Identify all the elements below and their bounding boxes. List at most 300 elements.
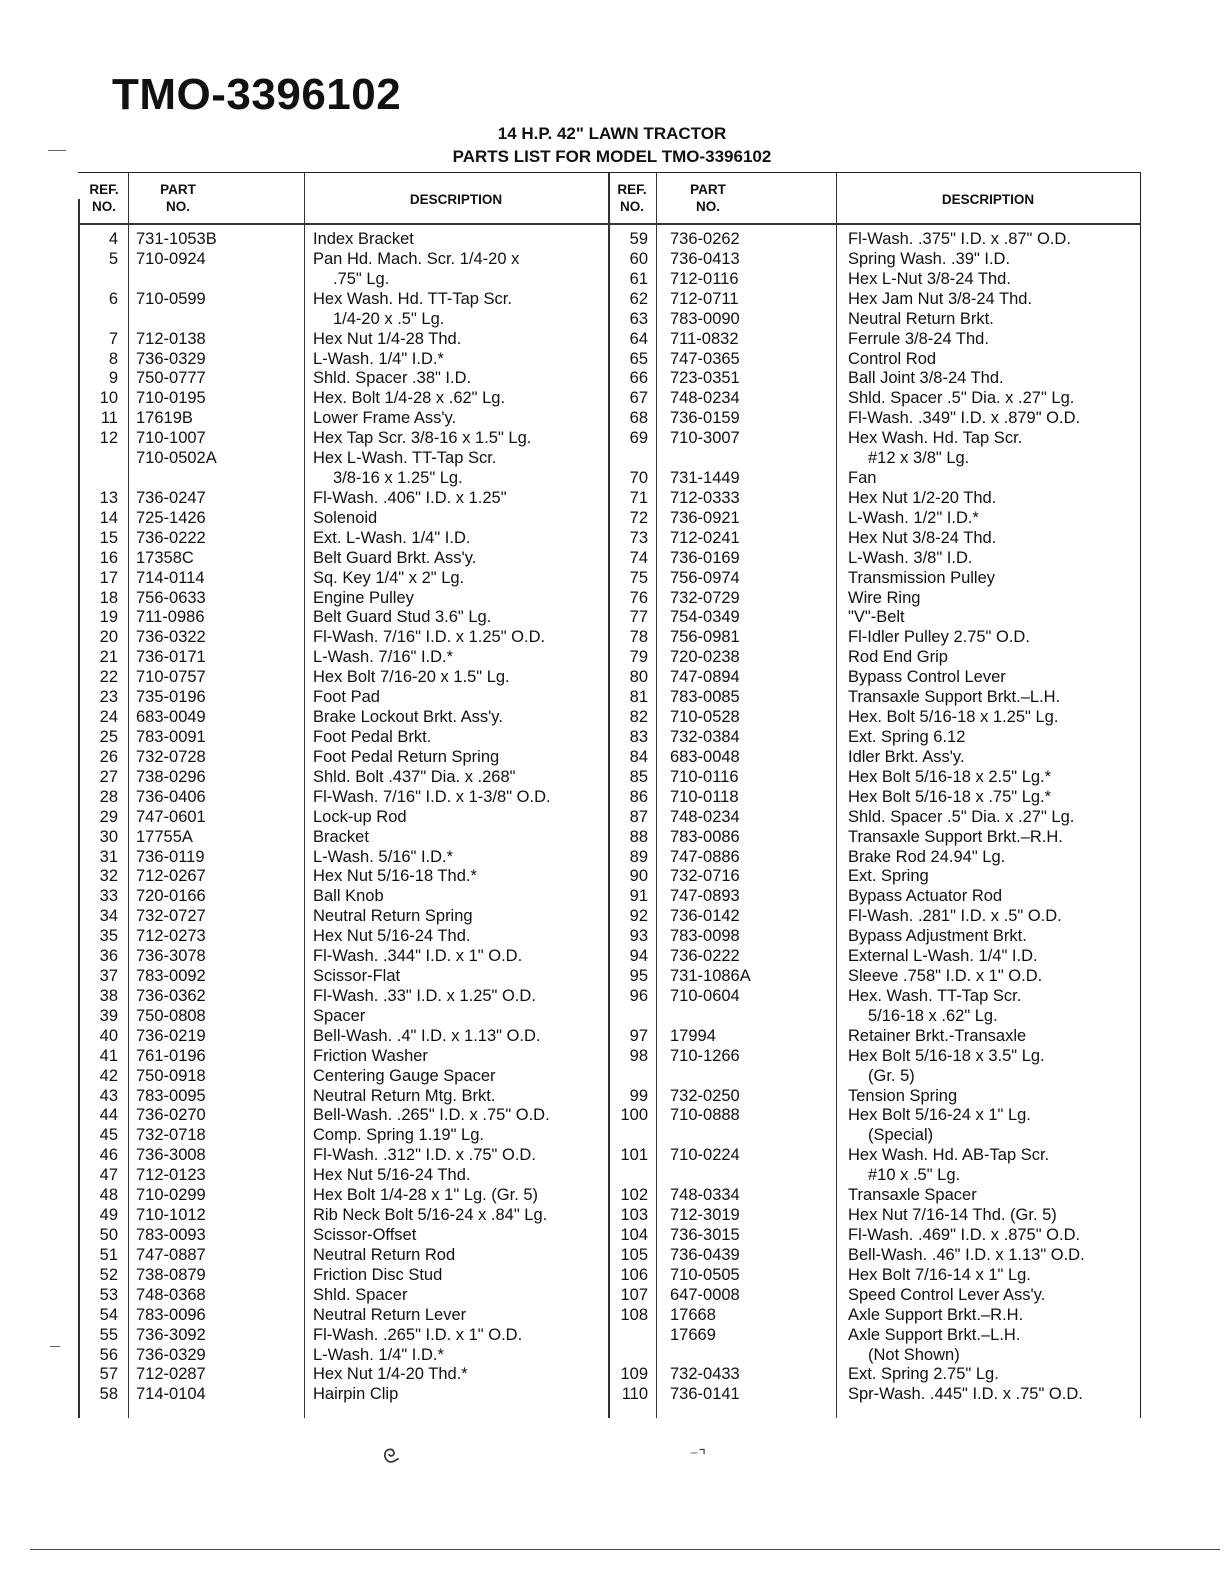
part-number: 738-0879 <box>136 1265 206 1284</box>
table-row <box>78 428 1140 448</box>
header-description-left: DESCRIPTION <box>409 192 503 207</box>
handwritten-mark: ᘓ <box>379 1444 403 1471</box>
part-description: Transaxle Spacer <box>848 1186 977 1205</box>
table-row <box>78 1046 1140 1066</box>
part-number: 17668 <box>670 1305 716 1324</box>
ref-number: 50 <box>99 1226 118 1244</box>
table-row <box>78 906 1140 926</box>
part-description: Hex Bolt 5/16-24 x 1" Lg. <box>848 1106 1031 1125</box>
ref-number: 80 <box>629 668 648 687</box>
part-description: L-Wash. 5/16" I.D.* <box>313 847 454 866</box>
ref-number: 23 <box>99 688 118 707</box>
part-description: Transmission Pulley <box>848 568 996 587</box>
margin-mark <box>48 150 66 151</box>
part-number: 747-0887 <box>136 1245 206 1264</box>
ref-number: 21 <box>99 648 118 667</box>
ref-number: 95 <box>629 967 648 986</box>
part-description: Hex Bolt 5/16-18 x 3.5" Lg. <box>848 1046 1045 1065</box>
table-row <box>78 1026 1140 1046</box>
part-number: 748-0368 <box>136 1285 206 1304</box>
part-number: 736-3078 <box>136 947 206 966</box>
ref-number: 56 <box>99 1345 118 1364</box>
part-description: Wire Ring <box>848 588 921 607</box>
part-description: Foot Pedal Brkt. <box>313 728 432 746</box>
part-number: 17358C <box>136 548 194 567</box>
part-description: Hex Nut 1/4-20 Thd.* <box>313 1365 468 1384</box>
ref-number: 33 <box>99 887 118 906</box>
part-number: 736-0262 <box>670 230 740 248</box>
part-number: 710-0195 <box>136 389 206 408</box>
part-description: Axle Support Brkt.–R.H. <box>848 1305 1024 1324</box>
ref-number: 24 <box>99 708 118 727</box>
ref-number: 108 <box>620 1305 648 1324</box>
header-part-line1: PART <box>690 182 726 197</box>
part-description: Rod End Grip <box>848 648 948 667</box>
part-description: Fl-Wash. .265" I.D. x 1" O.D. <box>313 1325 523 1344</box>
part-description: Ball Knob <box>313 887 384 906</box>
part-description: Hex Nut 5/16-24 Thd. <box>313 1166 471 1185</box>
part-description: Sleeve .758" I.D. x 1" O.D. <box>848 967 1043 986</box>
part-description: Belt Guard Brkt. Ass'y. <box>313 548 477 567</box>
ref-number: 86 <box>629 787 648 806</box>
part-description: Hex Bolt 5/16-18 x 2.5" Lg.* <box>848 767 1052 786</box>
ref-number: 41 <box>99 1046 118 1065</box>
part-number: 683-0048 <box>670 747 740 766</box>
header-description-right: DESCRIPTION <box>941 192 1035 207</box>
ref-number: 69 <box>629 429 648 448</box>
part-number: 783-0090 <box>670 309 740 328</box>
part-number: 748-0234 <box>670 807 740 826</box>
table-row <box>78 548 1140 568</box>
part-number: 736-0169 <box>670 548 740 567</box>
part-description: Lock-up Rod <box>313 807 407 826</box>
part-description: Spring Wash. .39" I.D. <box>848 249 1011 268</box>
table-row <box>78 488 1140 508</box>
ref-number: 5 <box>108 249 118 268</box>
table-row <box>78 787 1140 807</box>
table-row <box>78 747 1140 767</box>
part-number: 710-1007 <box>136 429 206 448</box>
ref-number: 45 <box>99 1126 118 1145</box>
part-number: 732-0433 <box>670 1365 740 1384</box>
ref-number: 15 <box>99 528 118 547</box>
ref-number: 6 <box>108 289 118 308</box>
part-number: 710-0924 <box>136 249 206 268</box>
part-number: 736-0222 <box>670 947 740 966</box>
ref-number: 42 <box>99 1066 118 1085</box>
part-description: Sq. Key 1/4" x 2" Lg. <box>313 568 465 587</box>
table-row <box>78 588 1140 608</box>
part-description: Bypass Actuator Rod <box>848 887 1003 906</box>
table-row <box>78 886 1140 906</box>
header-part-line2: NO. <box>695 199 720 214</box>
part-description: (Gr. 5) <box>868 1066 915 1085</box>
header-divider <box>78 223 1140 225</box>
part-number: 712-0287 <box>136 1365 206 1384</box>
part-description: Ext. L-Wash. 1/4" I.D. <box>313 528 471 547</box>
part-description: Fl-Wash. .312" I.D. x .75" O.D. <box>313 1146 536 1165</box>
part-description: Transaxle Support Brkt.–L.H. <box>848 688 1061 707</box>
part-description: #10 x .5" Lg. <box>868 1166 961 1185</box>
part-number: 783-0096 <box>136 1305 206 1324</box>
part-description: Bell-Wash. .4" I.D. x 1.13" O.D. <box>313 1026 541 1045</box>
table-row <box>78 807 1140 827</box>
part-description: #12 x 3/8" Lg. <box>868 449 970 468</box>
ref-number: 40 <box>99 1026 118 1045</box>
part-description: Ext. Spring 2.75" Lg. <box>848 1365 999 1384</box>
part-description: Fl-Idler Pulley 2.75" O.D. <box>848 628 1030 647</box>
table-row <box>78 448 1140 468</box>
part-description: External L-Wash. 1/4" I.D. <box>848 947 1038 966</box>
part-number: 712-3019 <box>670 1206 740 1225</box>
part-number: 736-0362 <box>136 986 206 1005</box>
ref-number: 48 <box>99 1186 118 1205</box>
part-number: 736-0141 <box>670 1385 740 1404</box>
ref-number: 103 <box>620 1206 648 1225</box>
ref-number: 25 <box>99 728 118 746</box>
part-description: Neutral Return Brkt. <box>848 309 994 328</box>
header-part-line1: PART <box>160 182 196 197</box>
part-description: Hex Nut 7/16-14 Thd. (Gr. 5) <box>848 1206 1057 1225</box>
part-description: Ext. Spring <box>848 867 929 886</box>
part-number: 736-0406 <box>136 787 206 806</box>
part-number: 732-0729 <box>670 588 740 607</box>
table-row <box>78 1285 1140 1305</box>
ref-number: 31 <box>99 847 118 866</box>
part-description: Hex Bolt 1/4-28 x 1" Lg. (Gr. 5) <box>313 1186 539 1205</box>
part-description: Scissor-Offset <box>313 1226 417 1244</box>
part-description: Hex Wash. Hd. Tap Scr. <box>848 429 1023 448</box>
part-number: 17755A <box>136 827 193 846</box>
part-description: Hex Bolt 5/16-18 x .75" Lg.* <box>848 787 1052 806</box>
ref-number: 18 <box>99 588 118 607</box>
part-number: 711-0986 <box>136 608 205 627</box>
part-description: Engine Pulley <box>313 588 414 607</box>
part-description: Hex Bolt 7/16-20 x 1.5" Lg. <box>313 668 510 687</box>
table-row <box>78 946 1140 966</box>
ref-number: 98 <box>629 1046 648 1065</box>
part-number: 710-3007 <box>670 429 740 448</box>
header-ref-right <box>608 181 656 215</box>
table-row <box>78 1245 1140 1265</box>
ref-number: 90 <box>629 867 648 886</box>
part-number: 736-0247 <box>136 488 206 507</box>
header-part-line2: NO. <box>165 199 190 214</box>
ref-number: 30 <box>99 827 118 846</box>
header-ref-left <box>78 181 130 215</box>
ref-number: 81 <box>629 688 648 707</box>
table-row <box>78 1165 1140 1185</box>
part-number: 712-0333 <box>670 488 740 507</box>
table-row <box>78 508 1140 528</box>
ref-number: 32 <box>99 867 118 886</box>
part-number: 783-0098 <box>670 927 740 946</box>
part-description: Bell-Wash. .265" I.D. x .75" O.D. <box>313 1106 550 1125</box>
part-description: 5/16-18 x .62" Lg. <box>868 1006 998 1025</box>
ref-number: 16 <box>99 548 118 567</box>
ref-number: 52 <box>99 1265 118 1284</box>
ref-number: 100 <box>620 1106 648 1125</box>
table-row <box>78 727 1140 747</box>
part-description: Neutral Return Mtg. Brkt. <box>313 1086 496 1105</box>
part-description: Bypass Control Lever <box>848 668 1006 687</box>
ref-number: 60 <box>629 249 648 268</box>
part-description: Hex L-Wash. TT-Tap Scr. <box>313 449 497 468</box>
part-number: 17994 <box>670 1026 716 1045</box>
ref-number: 101 <box>620 1146 648 1165</box>
table-row <box>78 309 1140 329</box>
ref-number: 28 <box>99 787 118 806</box>
ref-number: 7 <box>108 329 118 348</box>
part-number: 748-0234 <box>670 389 740 408</box>
ref-number: 49 <box>99 1206 118 1225</box>
table-row <box>78 847 1140 867</box>
table-row <box>78 388 1140 408</box>
table-row <box>78 1384 1140 1404</box>
part-number: 736-3008 <box>136 1146 206 1165</box>
part-number: 736-0329 <box>136 1345 206 1364</box>
ref-number: 67 <box>629 389 648 408</box>
part-description: Brake Rod 24.94" Lg. <box>848 847 1006 866</box>
ref-number: 74 <box>629 548 648 567</box>
margin-mark <box>50 1346 60 1347</box>
part-number: 732-0716 <box>670 867 740 886</box>
part-description: Fl-Wash. 7/16" I.D. x 1.25" O.D. <box>313 628 546 647</box>
part-number: 731-1449 <box>670 469 740 488</box>
handwritten-mark: ⁻⌝ <box>690 1448 706 1465</box>
part-number: 732-0250 <box>670 1086 740 1105</box>
part-description: Transaxle Support Brkt.–R.H. <box>848 827 1063 846</box>
ref-number: 9 <box>108 369 118 388</box>
ref-number: 88 <box>629 827 648 846</box>
table-row <box>78 667 1140 687</box>
ref-number: 84 <box>629 747 648 766</box>
part-description: Fl-Wash. .375" I.D. x .87" O.D. <box>848 230 1071 248</box>
table-row <box>78 647 1140 667</box>
part-description: (Special) <box>868 1126 934 1145</box>
ref-number: 27 <box>99 767 118 786</box>
table-row <box>78 1225 1140 1245</box>
part-number: 710-0888 <box>670 1106 740 1125</box>
part-number: 783-0095 <box>136 1086 206 1105</box>
part-number: 750-0918 <box>136 1066 206 1085</box>
part-description: Hex Tap Scr. 3/8-16 x 1.5" Lg. <box>313 429 532 448</box>
ref-number: 109 <box>620 1365 648 1384</box>
ref-number: 12 <box>99 429 118 448</box>
ref-number: 99 <box>629 1086 648 1105</box>
ref-number: 76 <box>629 588 648 607</box>
ref-number: 87 <box>629 807 648 826</box>
ref-number: 26 <box>99 747 118 766</box>
part-description: L-Wash. 1/4" I.D.* <box>313 349 444 368</box>
part-number: 712-0116 <box>670 269 739 288</box>
part-number: 712-0273 <box>136 927 206 946</box>
ref-number: 72 <box>629 508 648 527</box>
table-row <box>78 568 1140 588</box>
ref-number: 93 <box>629 927 648 946</box>
ref-number: 13 <box>99 488 118 507</box>
part-number: 747-0893 <box>670 887 740 906</box>
part-description: Axle Support Brkt.–L.H. <box>848 1325 1021 1344</box>
part-description: Bracket <box>313 827 369 846</box>
ref-number: 62 <box>629 289 648 308</box>
bottom-rule <box>30 1549 1220 1550</box>
part-number: 736-0119 <box>136 847 205 866</box>
table-row <box>78 528 1140 548</box>
ref-number: 92 <box>629 907 648 926</box>
ref-number: 77 <box>629 608 648 627</box>
part-description: L-Wash. 1/2" I.D.* <box>848 508 979 527</box>
document-subtitle: PARTS LIST FOR MODEL TMO-3396102 <box>452 147 772 166</box>
ref-number: 53 <box>99 1285 118 1304</box>
ref-number: 10 <box>99 389 118 408</box>
part-description: Idler Brkt. Ass'y. <box>848 747 965 766</box>
part-description: Fl-Wash. .281" I.D. x .5" O.D. <box>848 907 1062 926</box>
ref-number: 73 <box>629 528 648 547</box>
table-row <box>78 1325 1140 1345</box>
ref-number: 68 <box>629 409 648 428</box>
part-description: L-Wash. 7/16" I.D.* <box>313 648 454 667</box>
part-number: 17619B <box>136 409 193 428</box>
ref-number: 102 <box>620 1186 648 1205</box>
part-number: 783-0091 <box>136 728 206 746</box>
table-row <box>78 1105 1140 1125</box>
ref-number: 37 <box>99 967 118 986</box>
ref-number: 78 <box>629 628 648 647</box>
table-row <box>78 1006 1140 1026</box>
ref-number: 71 <box>629 488 648 507</box>
part-number: 738-0296 <box>136 767 206 786</box>
ref-number: 94 <box>629 947 648 966</box>
part-description: Hex Nut 3/8-24 Thd. <box>848 528 997 547</box>
table-row <box>78 1364 1140 1384</box>
part-number: 725-1426 <box>136 508 206 527</box>
part-number: 731-1053B <box>136 230 217 248</box>
table-row <box>78 1265 1140 1285</box>
part-number: 736-0142 <box>670 907 740 926</box>
ref-number: 61 <box>629 269 648 288</box>
table-row <box>78 1345 1140 1365</box>
part-number: 710-0224 <box>670 1146 740 1165</box>
ref-number: 47 <box>99 1166 118 1185</box>
table-row <box>78 329 1140 349</box>
ref-number: 105 <box>620 1245 648 1264</box>
ref-number: 75 <box>629 568 648 587</box>
part-number: 720-0166 <box>136 887 206 906</box>
part-number: 736-0222 <box>136 528 206 547</box>
part-number: 756-0633 <box>136 588 206 607</box>
part-number: 756-0974 <box>670 568 740 587</box>
part-number: 710-1266 <box>670 1046 740 1065</box>
ref-number: 22 <box>99 668 118 687</box>
table-row <box>78 229 1140 249</box>
part-description: Fl-Wash. .349" I.D. x .879" O.D. <box>848 409 1081 428</box>
ref-number: 59 <box>629 230 648 248</box>
ref-number: 4 <box>108 230 118 248</box>
part-description: Shld. Spacer .38" I.D. <box>313 369 472 388</box>
table-row <box>78 966 1140 986</box>
ref-number: 46 <box>99 1146 118 1165</box>
part-description: Solenoid <box>313 508 378 527</box>
ref-number: 54 <box>99 1305 118 1324</box>
part-description: Shld. Spacer .5" Dia. x .27" Lg. <box>848 389 1075 408</box>
part-description: Fl-Wash. .344" I.D. x 1" O.D. <box>313 947 523 966</box>
part-number: 711-0832 <box>670 329 739 348</box>
ref-number: 17 <box>99 568 118 587</box>
part-number: 747-0886 <box>670 847 740 866</box>
part-number: 756-0981 <box>670 628 740 647</box>
ref-number: 97 <box>629 1026 648 1045</box>
part-number: 732-0384 <box>670 728 740 746</box>
ref-number: 106 <box>620 1265 648 1284</box>
model-number: TMO-3396102 <box>112 70 402 119</box>
ref-number: 91 <box>629 887 648 906</box>
part-description: Fl-Wash. .33" I.D. x 1.25" O.D. <box>313 986 536 1005</box>
part-description: Neutral Return Spring <box>313 907 473 926</box>
header-part-right <box>668 181 748 215</box>
ref-number: 57 <box>99 1365 118 1384</box>
ref-number: 43 <box>99 1086 118 1105</box>
table-row <box>78 368 1140 388</box>
part-description: Brake Lockout Brkt. Ass'y. <box>313 708 503 727</box>
part-number: 754-0349 <box>670 608 740 627</box>
part-description: Spr-Wash. .445" I.D. x .75" O.D. <box>848 1385 1083 1404</box>
part-description: Tension Spring <box>848 1086 958 1105</box>
header-ref-line2: NO. <box>91 199 116 214</box>
part-description: Scissor-Flat <box>313 967 401 986</box>
part-description: 1/4-20 x .5" Lg. <box>333 309 445 328</box>
table-row <box>78 627 1140 647</box>
table-row <box>78 767 1140 787</box>
part-number: 710-0757 <box>136 668 206 687</box>
part-description: Bypass Adjustment Brkt. <box>848 927 1027 946</box>
part-description: Pan Hd. Mach. Scr. 1/4-20 x <box>313 249 520 268</box>
table-row <box>78 408 1140 428</box>
part-number: 712-0267 <box>136 867 206 886</box>
table-row <box>78 926 1140 946</box>
ref-number: 63 <box>629 309 648 328</box>
part-number: 712-0123 <box>136 1166 206 1185</box>
ref-number: 35 <box>99 927 118 946</box>
ref-number: 96 <box>629 986 648 1005</box>
part-number: 710-0118 <box>670 787 739 806</box>
ref-number: 89 <box>629 847 648 866</box>
part-number: 710-1012 <box>136 1206 206 1225</box>
part-number: 761-0196 <box>136 1046 206 1065</box>
ref-number: 85 <box>629 767 648 786</box>
part-description: Hex Nut 1/2-20 Thd. <box>848 488 997 507</box>
part-description: Speed Control Lever Ass'y. <box>848 1285 1046 1304</box>
table-row <box>78 827 1140 847</box>
part-description: Belt Guard Stud 3.6" Lg. <box>313 608 492 627</box>
ref-number: 104 <box>620 1226 648 1244</box>
ref-number: 66 <box>629 369 648 388</box>
part-number: 683-0049 <box>136 708 206 727</box>
part-description: Bell-Wash. .46" I.D. x 1.13" O.D. <box>848 1245 1085 1264</box>
header-ref-line1: REF. <box>89 182 119 197</box>
part-description: Control Rod <box>848 349 937 368</box>
ref-number: 44 <box>99 1106 118 1125</box>
ref-number: 14 <box>99 508 118 527</box>
part-description: Shld. Bolt .437" Dia. x .268" <box>313 767 516 786</box>
part-description: Hex Nut 1/4-28 Thd. <box>313 329 462 348</box>
header-ref-line2: NO. <box>619 199 644 214</box>
part-number: 736-0921 <box>670 508 740 527</box>
part-number: 732-0728 <box>136 747 206 766</box>
part-description: Neutral Return Rod <box>313 1245 456 1264</box>
part-number: 17669 <box>670 1325 716 1344</box>
table-row <box>78 1205 1140 1225</box>
